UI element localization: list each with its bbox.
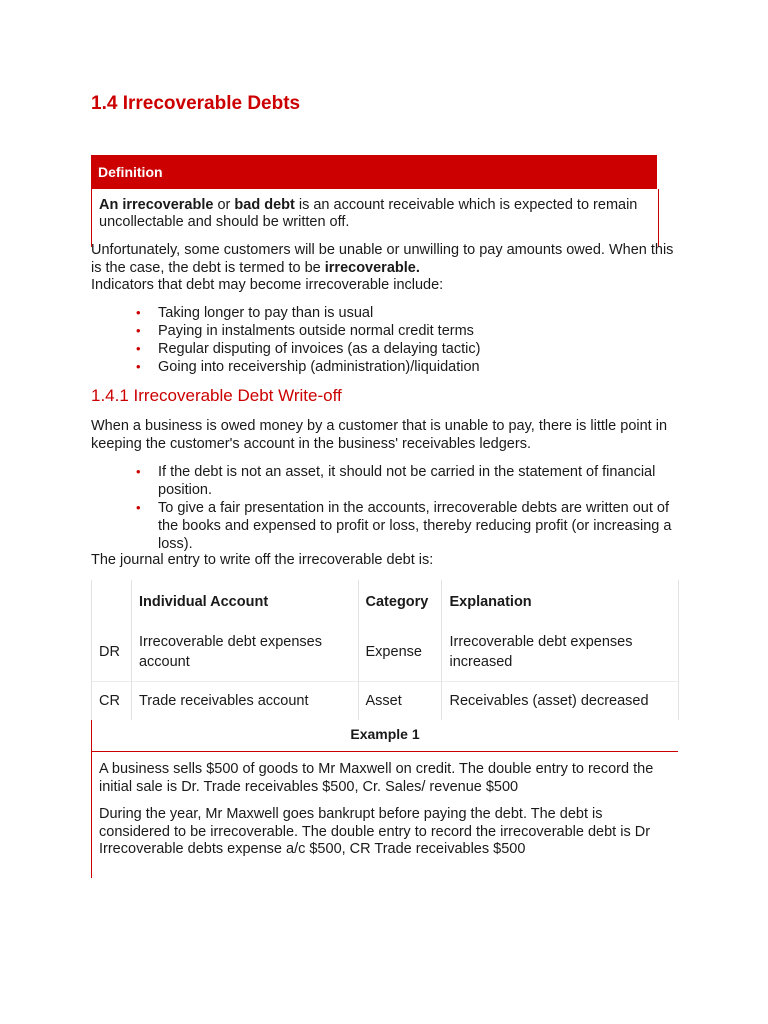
example-title: Example 1: [350, 726, 420, 742]
intro-bold-term: irrecoverable.: [324, 259, 420, 276]
table-cell: CR: [92, 682, 132, 721]
writeoff-list: [136, 463, 684, 553]
list-item: • Taking longer to pay than is usual: [136, 304, 684, 322]
intro-text: Unfortunately, some customers will be unable or unwilling to pay amounts owed. When this is the case, the debt is termed to be: [91, 242, 674, 276]
example-box: [91, 720, 678, 878]
table-row: [92, 682, 679, 721]
intro-paragraph: [91, 242, 681, 295]
table-header: Individual Account: [131, 580, 358, 623]
example-divider: [92, 751, 678, 752]
table-row: [92, 623, 679, 682]
table-cell: Expense: [358, 623, 442, 682]
table-cell: DR: [92, 623, 132, 682]
writeoff-paragraph: When a business is owed money by a customer that is unable to pay, there is little point in keeping the customer's account in the business' receivables ledgers.: [91, 418, 668, 452]
definition-connector: or: [213, 197, 235, 213]
list-item: • If the debt is not an asset, it should not be carried in the statement of financial position.: [136, 463, 684, 499]
intro-indicators-text: Indicators that debt may become irrecoverable include:: [91, 277, 444, 293]
definition-text: is an account receivable which is expected to remain uncollectable and should be written off.: [99, 197, 638, 230]
example-paragraph-1: A business sells $500 of goods to Mr Maxwell on credit. The double entry to record the initial sale is Dr. Trade receivables $500, Cr. Sales/ revenue $500: [99, 761, 654, 795]
indicators-list: [136, 304, 684, 376]
list-item: • Paying in instalments outside normal credit terms: [136, 322, 684, 340]
definition-body: [91, 189, 659, 247]
table-cell: Asset: [358, 682, 442, 721]
subsection-heading: 1.4.1 Irrecoverable Debt Write-off: [91, 386, 342, 405]
section-heading: 1.4 Irrecoverable Debts: [91, 93, 301, 114]
table-header-row: [92, 580, 679, 623]
journal-intro: The journal entry to write off the irrecoverable debt is:: [91, 552, 434, 568]
journal-entry-table: [91, 580, 679, 720]
definition-header: Definition: [91, 155, 657, 189]
table-cell: Receivables (asset) decreased: [442, 682, 679, 721]
definition-term-irrecoverable: An irrecoverable: [99, 197, 214, 213]
list-item: • Going into receivership (administration)/liquidation: [136, 358, 684, 376]
table-header: Explanation: [442, 580, 679, 623]
definition-term-bad-debt: bad debt: [234, 197, 295, 213]
table-cell: Trade receivables account: [131, 682, 358, 721]
table-header: [92, 580, 132, 623]
list-item: • Regular disputing of invoices (as a delaying tactic): [136, 340, 684, 358]
example-paragraph-2: During the year, Mr Maxwell goes bankrupt before paying the debt. The debt is considered to be irrecoverable. The double entry to record the irrecoverable debt is Dr Irrecoverable debts expense a/c $500, CR Trade receivables $500: [99, 806, 651, 857]
list-item: • To give a fair presentation in the accounts, irrecoverable debts are written out of the books and expensed to profit or loss, thereby reducing profit (or increasing a loss).: [136, 499, 684, 553]
table-header: Category: [358, 580, 442, 623]
table-cell: Irrecoverable debt expenses account: [131, 623, 358, 682]
table-cell: Irrecoverable debt expenses increased: [442, 623, 679, 682]
